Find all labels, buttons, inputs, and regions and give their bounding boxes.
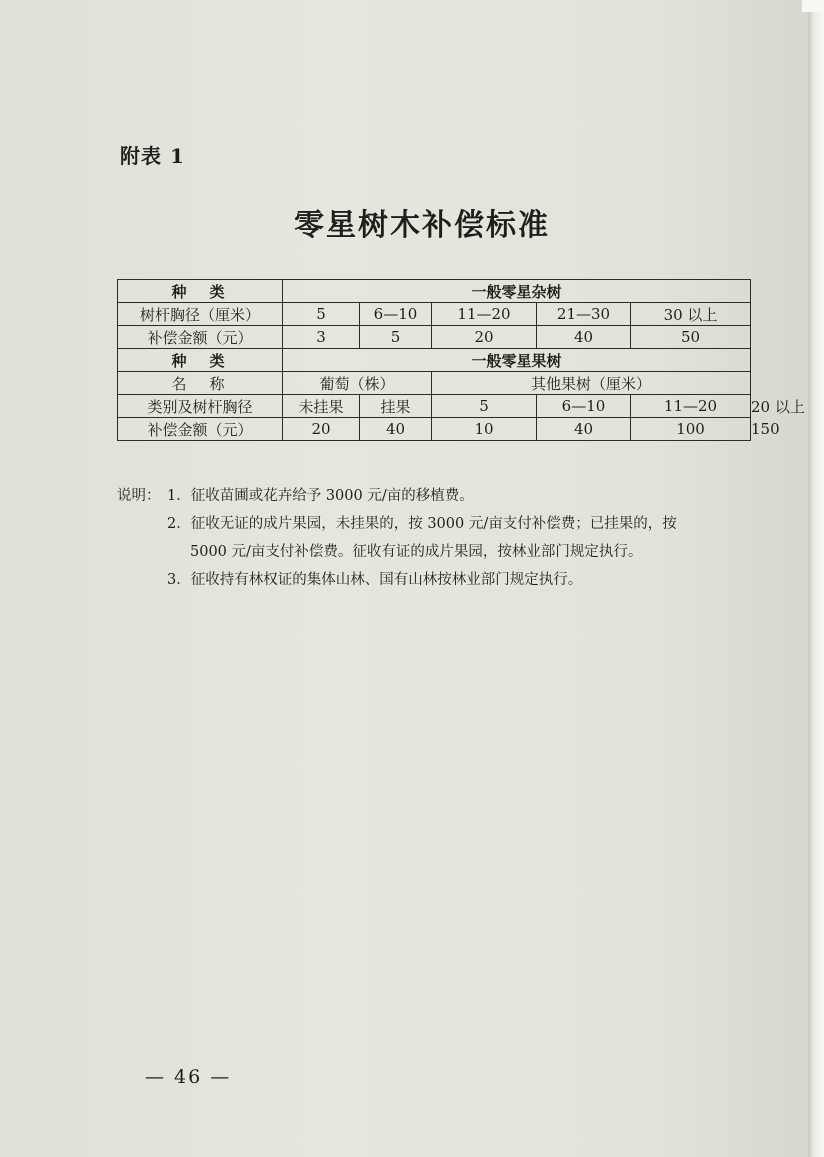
table-cell: 10 bbox=[432, 418, 537, 441]
notes-lead: 说明： bbox=[117, 488, 161, 504]
species-label: 种 类 bbox=[118, 349, 283, 372]
category-diameter-label: 类别及树杆胸径 bbox=[118, 395, 283, 418]
table-cell: 30 以上 bbox=[631, 303, 751, 326]
note-item: 2．征收无证的成片果园，未挂果的，按 3000 元/亩支付补偿费；已挂果的，按 bbox=[167, 516, 677, 532]
note-item: 1．征收苗圃或花卉给予 3000 元/亩的移植费。 bbox=[167, 488, 474, 504]
table-cell: 未挂果 bbox=[283, 395, 360, 418]
name-label: 名 称 bbox=[118, 372, 283, 395]
page-edge bbox=[808, 0, 824, 1157]
table-row bbox=[118, 280, 751, 303]
page-number: — 46 — bbox=[145, 1066, 232, 1088]
compensation-label: 补偿金额（元） bbox=[118, 326, 283, 349]
other-fruit-label: 其他果树（厘米） bbox=[432, 372, 751, 395]
table-cell: 5 bbox=[360, 326, 432, 349]
appendix-label: 附表 1 bbox=[120, 144, 185, 168]
table-row bbox=[118, 372, 751, 395]
table-cell: 6—10 bbox=[360, 303, 432, 326]
table-cell: 20 bbox=[432, 326, 537, 349]
table-cell: 21—30 bbox=[537, 303, 631, 326]
trunk-diameter-label: 树杆胸径（厘米） bbox=[118, 303, 283, 326]
table-row bbox=[118, 326, 751, 349]
fruit-trees-title: 一般零星果树 bbox=[283, 349, 751, 372]
grape-label: 葡萄（株） bbox=[283, 372, 432, 395]
table-cell: 50 bbox=[631, 326, 751, 349]
table-cell: 挂果 bbox=[360, 395, 432, 418]
table-cell: 3 bbox=[283, 326, 360, 349]
table-row bbox=[118, 349, 751, 372]
table-row bbox=[118, 303, 751, 326]
note-item: 3．征收持有林权证的集体山林、国有山林按林业部门规定执行。 bbox=[167, 572, 583, 588]
table-cell: 5 bbox=[283, 303, 360, 326]
table-cell: 40 bbox=[537, 326, 631, 349]
table-row bbox=[118, 418, 751, 441]
page-title: 零星树木补偿标准 bbox=[294, 208, 550, 243]
note-item-continuation: 5000 元/亩支付补偿费。征收有证的成片果园，按林业部门规定执行。 bbox=[190, 544, 643, 560]
table-cell: 20 bbox=[283, 418, 360, 441]
table-cell: 5 bbox=[432, 395, 537, 418]
compensation-label: 补偿金额（元） bbox=[118, 418, 283, 441]
table-cell: 100 bbox=[631, 418, 751, 441]
table-cell: 40 bbox=[537, 418, 631, 441]
species-label: 种 类 bbox=[118, 280, 283, 303]
table-row bbox=[118, 395, 751, 418]
misc-trees-title: 一般零星杂树 bbox=[283, 280, 751, 303]
compensation-table bbox=[117, 279, 751, 441]
table-cell: 11—20 bbox=[432, 303, 537, 326]
table-cell: 40 bbox=[360, 418, 432, 441]
background-corner bbox=[802, 0, 824, 12]
table-cell: 6—10 bbox=[537, 395, 631, 418]
table-cell: 11—20 bbox=[631, 395, 751, 418]
